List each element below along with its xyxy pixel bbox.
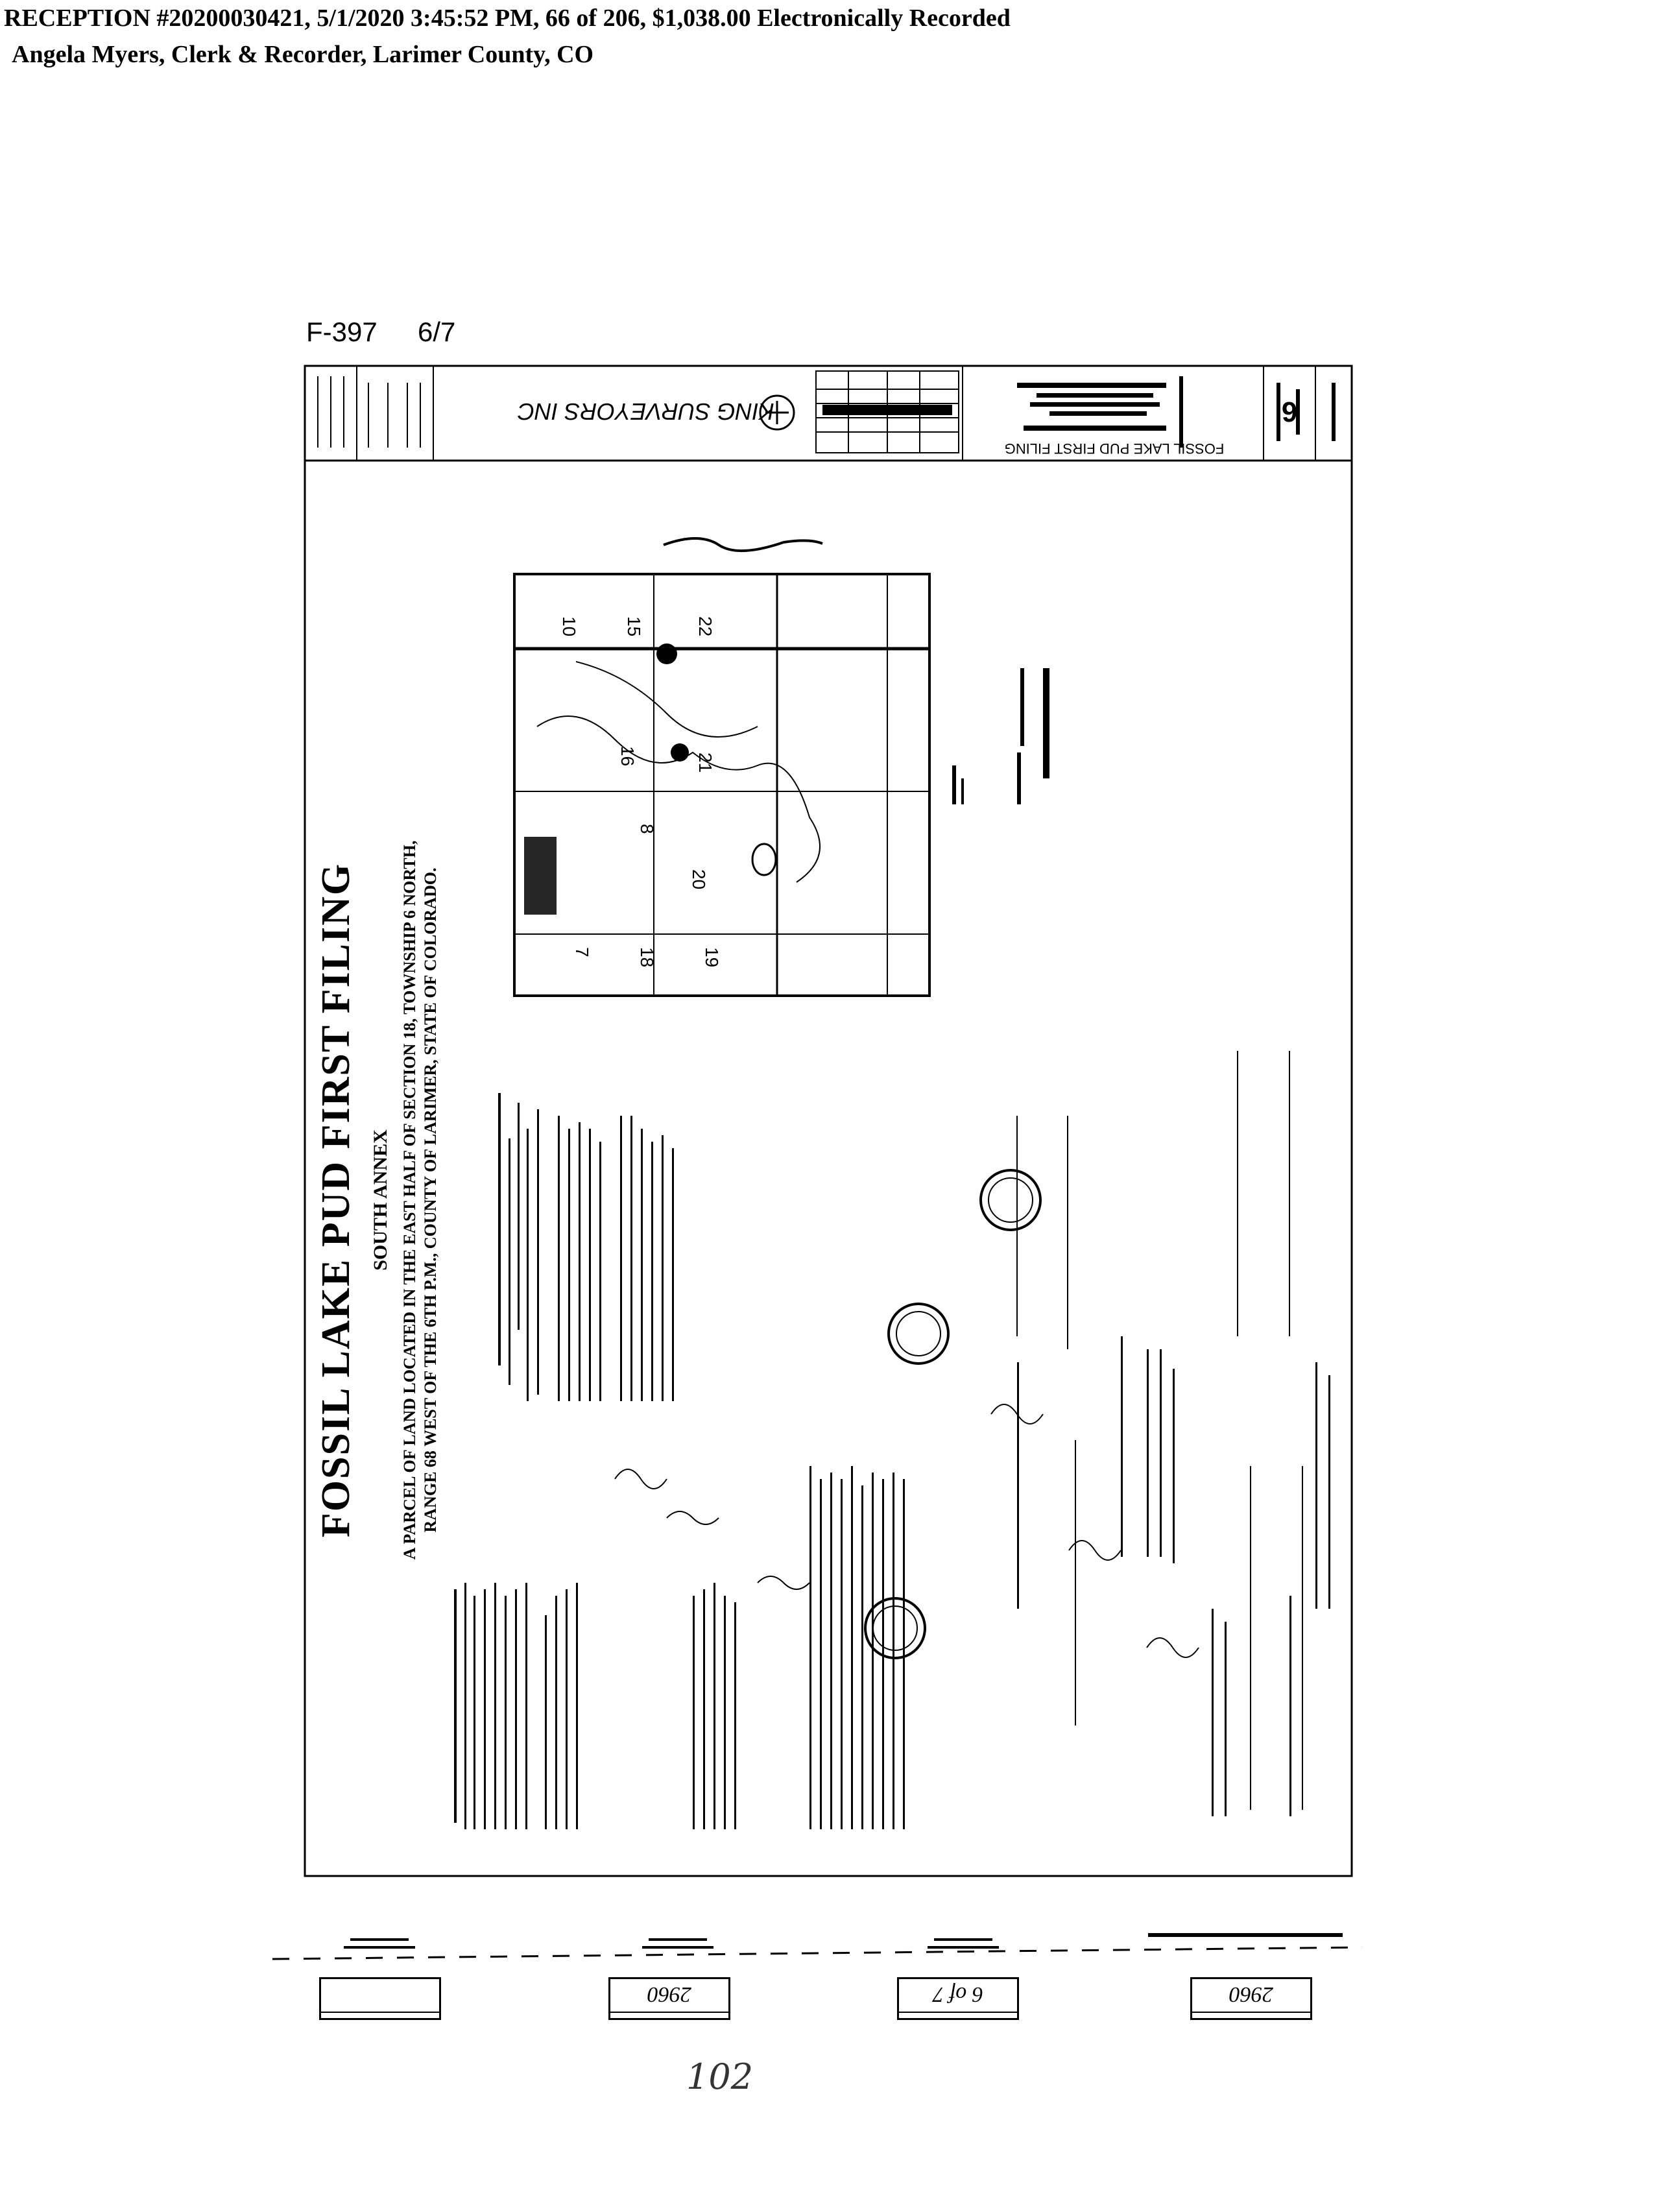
svg-text:8: 8 xyxy=(637,824,657,834)
svg-text:18: 18 xyxy=(637,947,657,968)
plat-title: FOSSIL LAKE PUD FIRST FILING xyxy=(314,862,358,1538)
stamp-value: 2960 xyxy=(1229,1982,1273,2006)
notary-seal-icon xyxy=(865,1598,925,1658)
title-strip-dashes xyxy=(272,1928,1362,1967)
stamp-value: 2960 xyxy=(647,1982,691,2006)
drawing-number-stamp-1 xyxy=(319,1977,441,2020)
svg-text:7: 7 xyxy=(572,947,592,957)
recording-header-line-1: RECEPTION #20200030421, 5/1/2020 3:45:52 PM, 66 of 206, $1,038.00 Electronically Recorded xyxy=(4,5,1011,32)
plat-description-1: A PARCEL OF LAND LOCATED IN THE EAST HALF OF SECTION 18, TOWNSHIP 6 NORTH, xyxy=(400,840,419,1560)
title-block-name: FOSSIL LAKE PUD FIRST FILING xyxy=(1004,440,1225,457)
certificate-blocks xyxy=(454,1093,905,1829)
plat-sheet-number: 6 xyxy=(1281,396,1298,427)
svg-text:20: 20 xyxy=(689,869,709,890)
surveyor-name: KING SURVEYORS INC xyxy=(518,398,774,425)
drawing-number-stamp-2 xyxy=(608,1977,730,2020)
sheet-number: F-397 xyxy=(306,317,378,347)
plat-border xyxy=(305,366,1352,1876)
svg-text:22: 22 xyxy=(695,616,715,637)
plat-drawing xyxy=(304,363,1354,1888)
handwritten-page-number: 102 xyxy=(686,2056,754,2097)
signatures xyxy=(615,1404,1199,1657)
plat-subtitle: SOUTH ANNEX xyxy=(370,1129,391,1271)
drawing-number-stamp-3 xyxy=(897,1977,1019,2020)
svg-text:21: 21 xyxy=(695,752,715,773)
county-seal-icon xyxy=(981,1170,1040,1230)
plat-description-2: RANGE 68 WEST OF THE 6TH P.M., COUNTY OF LARIMER, STATE OF COLORADO. xyxy=(421,867,440,1533)
vicinity-map xyxy=(514,574,929,996)
stamp-value: 6 of 7 xyxy=(933,1982,983,2006)
svg-text:16: 16 xyxy=(617,746,638,767)
recording-header-line-2: Angela Myers, Clerk & Recorder, Larimer County, CO xyxy=(12,41,594,68)
svg-text:15: 15 xyxy=(624,616,644,637)
svg-text:19: 19 xyxy=(702,947,722,968)
sheet-page: 6/7 xyxy=(418,317,456,347)
drawing-number-stamp-4 xyxy=(1190,1977,1312,2020)
surveyor-seal-icon xyxy=(889,1304,948,1364)
svg-text:10: 10 xyxy=(559,616,579,637)
ornament-icon xyxy=(664,538,822,551)
